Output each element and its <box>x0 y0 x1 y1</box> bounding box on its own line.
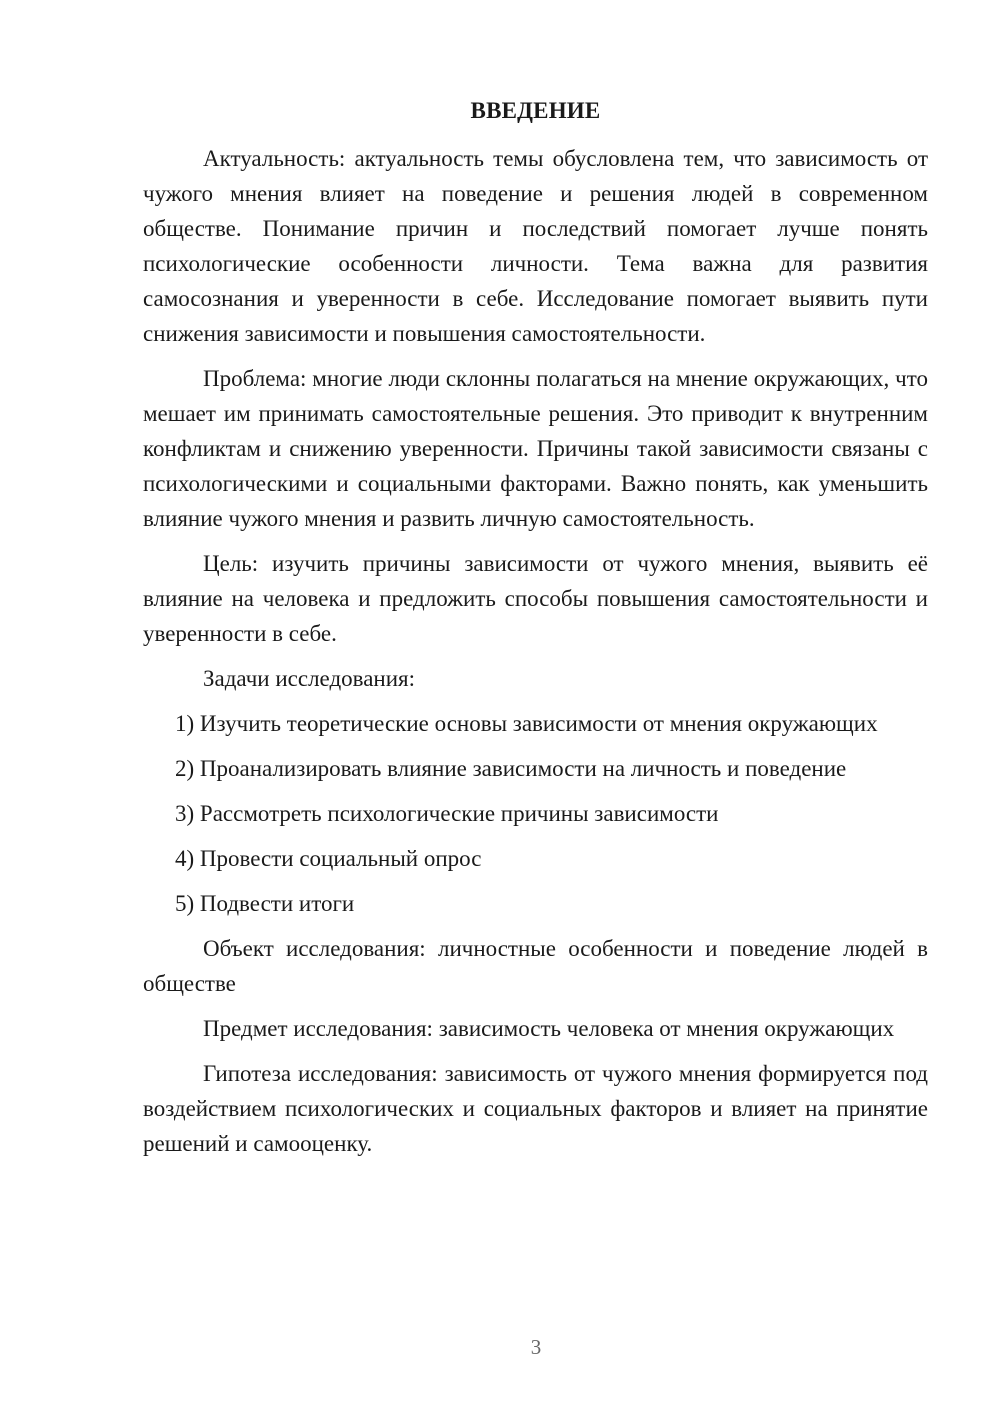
paragraph-relevance: Актуальность: актуальность темы обусловлена тем, что зависимость от чужого мнения влияет на поведение и решения людей в современном обществе. Понимание причин и последствий помогает лучше понять психологические особенности личности. Тема важна для развития самосознания и уверенности в себе. Исследование помогает выявить пути снижения зависимости и повышения самостоятельности. <box>143 146 928 346</box>
task-item: 3) Рассмотреть психологические причины зависимости <box>175 801 719 826</box>
paragraph-object: Объект исследования: личностные особенности и поведение людей в обществе <box>143 936 928 996</box>
paragraph-problem: Проблема: многие люди склонны полагаться на мнение окружающих, что мешает им принимать самостоятельные решения. Это приводит к внутренним конфликтам и снижению уверенности. Причины такой зависимости связаны с психологическими и социальными факторами. Важно понять, как уменьшить влияние чужого мнения и развить личную самостоятельность. <box>143 366 928 531</box>
paragraph-subject: Предмет исследования: зависимость человека от мнения окружающих <box>203 1016 895 1041</box>
page-content <box>143 96 928 1171</box>
paragraph-hypothesis: Гипотеза исследования: зависимость от чужого мнения формируется под воздействием психологических и социальных факторов и влияет на принятие решений и самооценку. <box>143 1061 928 1156</box>
task-item: 4) Провести социальный опрос <box>175 846 482 871</box>
task-item: 5) Подвести итоги <box>175 891 355 916</box>
page-number: 3 <box>530 1335 542 1359</box>
paragraph-goal: Цель: изучить причины зависимости от чужого мнения, выявить её влияние на человека и предложить способы повышения самостоятельности и уверенности в себе. <box>143 551 928 646</box>
section-title: ВВЕДЕНИЕ <box>470 98 601 123</box>
tasks-heading: Задачи исследования: <box>203 666 416 691</box>
task-item: 1) Изучить теоретические основы зависимости от мнения окружающих <box>175 711 878 736</box>
task-item: 2) Проанализировать влияние зависимости на личность и поведение <box>175 756 847 781</box>
